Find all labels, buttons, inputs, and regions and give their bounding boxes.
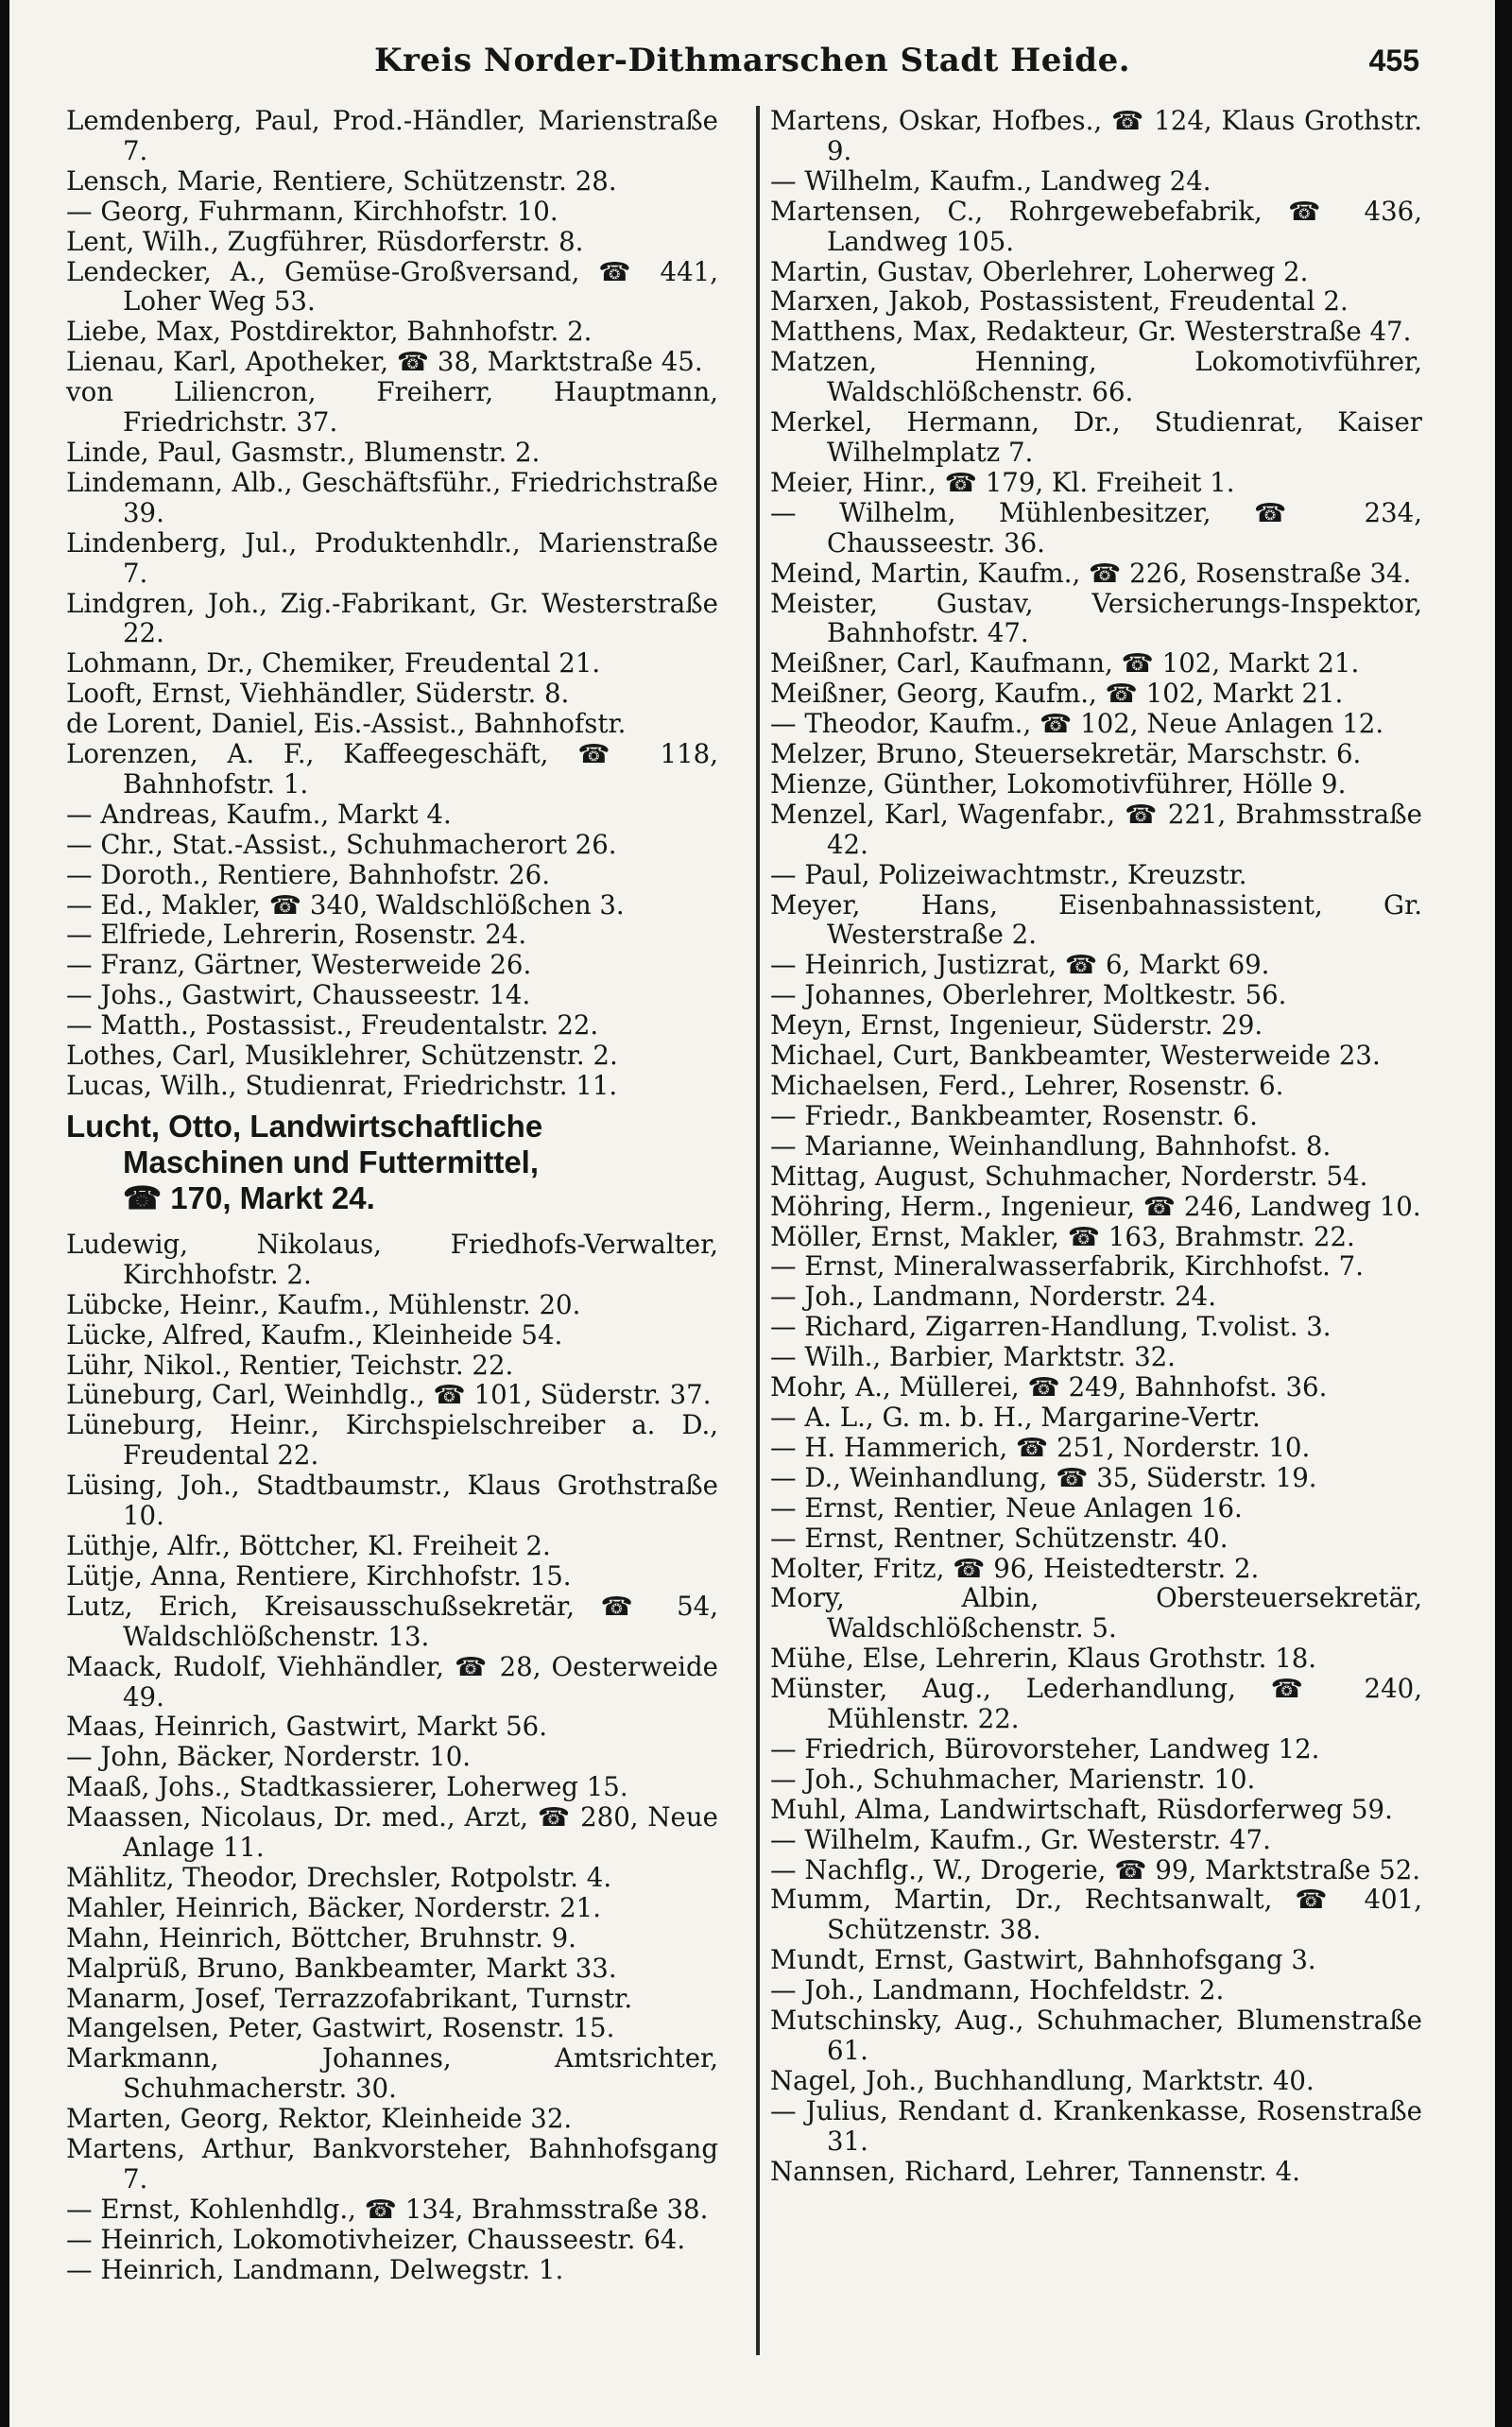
directory-entry: Lienau, Karl, Apotheker, ☎ 38, Marktstraße 45.: [66, 346, 703, 378]
directory-entry: Mittag, August, Schuhmacher, Norderstr. 54.: [770, 1160, 1368, 1192]
directory-entry: Matthens, Max, Redakteur, Gr. Westerstraße 47.: [770, 316, 1412, 348]
directory-entry: Nannsen, Richard, Lehrer, Tannenstr. 4.: [770, 2155, 1300, 2187]
directory-entry: — Doroth., Rentiere, Bahnhofstr. 26.: [66, 858, 550, 890]
directory-entry: — Matth., Postassist., Freudentalstr. 22.: [66, 1009, 599, 1041]
page-number: 455: [1368, 43, 1419, 77]
directory-entry: Lucas, Wilh., Studienrat, Friedrichstr. 11.: [66, 1070, 618, 1101]
directory-entry: — John, Bäcker, Norderstr. 10.: [66, 1741, 472, 1773]
advertisement-line: Lucht, Otto, Landwirtschaftliche: [66, 1108, 543, 1144]
directory-entry: — Georg, Fuhrmann, Kirchhofstr. 10.: [66, 195, 558, 227]
directory-entry: Muhl, Alma, Landwirtschaft, Rüsdorferweg 59.: [770, 1793, 1393, 1825]
left-entries-bottom: [66, 1230, 718, 2285]
directory-entry: — Marianne, Weinhandlung, Bahnhofst. 8.: [770, 1129, 1332, 1162]
directory-entry: Nagel, Joh., Buchhandlung, Marktstr. 40.: [770, 2064, 1314, 2096]
directory-entry: Mundt, Ernst, Gastwirt, Bahnhofsgang 3.: [770, 1944, 1316, 1976]
page-header: [9, 42, 1495, 93]
directory-entry: Lütje, Anna, Rentiere, Kirchhofstr. 15.: [66, 1559, 572, 1592]
directory-entry: Maack, Rudolf, Viehhändler, ☎ 28, Oesterweide 49.: [66, 1650, 718, 1713]
directory-entry: Merkel, Hermann, Dr., Studienrat, Kaiser Wilhelmplatz 7.: [770, 406, 1422, 468]
directory-entry: Meißner, Georg, Kaufm., ☎ 102, Markt 21.: [770, 678, 1344, 710]
directory-entry: Mumm, Martin, Dr., Rechtsanwalt, ☎ 401, Schützenstr. 38.: [770, 1884, 1422, 1946]
directory-entry: Maas, Heinrich, Gastwirt, Markt 56.: [66, 1711, 548, 1743]
directory-entry: — Richard, Zigarren-Handlung, T.volist. 3.: [770, 1311, 1332, 1343]
directory-entry: — Ernst, Mineralwasserfabrik, Kirchhofst. 7.: [770, 1250, 1365, 1282]
directory-entry: Liebe, Max, Postdirektor, Bahnhofstr. 2.: [66, 316, 593, 348]
directory-entry: Lüneburg, Heinr., Kirchspielschreiber a. D., Freudental 22.: [66, 1409, 718, 1472]
directory-entry: — Friedrich, Bürovorsteher, Landweg 12.: [770, 1732, 1320, 1764]
directory-entry: Marten, Georg, Rektor, Kleinheide 32.: [66, 2103, 573, 2135]
directory-entry: — Ed., Makler, ☎ 340, Waldschlößchen 3.: [66, 888, 625, 921]
directory-entry: — Franz, Gärtner, Westerweide 26.: [66, 949, 532, 981]
directory-entry: Mühe, Else, Lehrerin, Klaus Grothstr. 18.: [770, 1643, 1317, 1675]
directory-entry: Markmann, Johannes, Amtsrichter, Schuhmacherstr. 30.: [66, 2042, 718, 2105]
directory-entry: — Wilhelm, Mühlenbesitzer, ☎ 234, Chausseestr. 36.: [770, 496, 1422, 559]
directory-entry: Martensen, C., Rohrgewebefabrik, ☎ 436, Landweg 105.: [770, 195, 1422, 257]
directory-entry: — Wilh., Barbier, Marktstr. 32.: [770, 1341, 1176, 1373]
directory-entry: Maaß, Johs., Stadtkassierer, Loherweg 15.: [66, 1771, 628, 1803]
directory-entry: Mohr, A., Müllerei, ☎ 249, Bahnhofst. 36.: [770, 1371, 1328, 1403]
directory-entry: Meißner, Carl, Kaufmann, ☎ 102, Markt 21.: [770, 647, 1360, 680]
directory-entry: Michaelsen, Ferd., Lehrer, Rosenstr. 6.: [770, 1070, 1284, 1101]
directory-entry: Malprüß, Bruno, Bankbeamter, Markt 33.: [66, 1952, 617, 1984]
directory-entry: Lühr, Nikol., Rentier, Teichstr. 22.: [66, 1349, 514, 1381]
directory-entry: Münster, Aug., Lederhandlung, ☎ 240, Mühlenstr. 22.: [770, 1673, 1422, 1735]
directory-entry: — Heinrich, Landmann, Delwegstr. 1.: [66, 2253, 564, 2285]
directory-entry: Lübcke, Heinr., Kaufm., Mühlenstr. 20.: [66, 1288, 581, 1320]
directory-entry: Melzer, Bruno, Steuersekretär, Marschstr. 6.: [770, 738, 1362, 770]
directory-entry: — Heinrich, Lokomotivheizer, Chausseestr. 64.: [66, 2223, 686, 2255]
directory-entry: Lindenberg, Jul., Produktenhdlr., Marienstraße 7.: [66, 526, 718, 589]
directory-entry: de Lorent, Daniel, Eis.-Assist., Bahnhofstr.: [66, 708, 627, 740]
directory-entry: — Johs., Gastwirt, Chausseestr. 14.: [66, 979, 531, 1011]
advertisement-line: Maschinen und Futtermittel,: [123, 1144, 540, 1179]
directory-entry: Looft, Ernst, Viehhändler, Süderstr. 8.: [66, 678, 570, 710]
directory-entry: Marxen, Jakob, Postassistent, Freudental 2.: [770, 285, 1349, 318]
directory-entry: — Nachflg., W., Drogerie, ☎ 99, Marktstraße 52.: [770, 1853, 1421, 1885]
directory-entry: — D., Weinhandlung, ☎ 35, Süderstr. 19.: [770, 1461, 1317, 1493]
directory-entry: Lindemann, Alb., Geschäftsführ., Friedrichstraße 39.: [66, 466, 718, 528]
right-column: [770, 106, 1422, 2187]
right-entries: [770, 106, 1422, 2187]
running-title: Kreis Norder-Dithmarschen Stadt Heide.: [373, 42, 1131, 79]
directory-entry: — Ernst, Kohlenhdlg., ☎ 134, Brahmsstraße 38.: [66, 2193, 709, 2225]
directory-entry: Mangelsen, Peter, Gastwirt, Rosenstr. 15.: [66, 2012, 615, 2044]
directory-entry: — Johannes, Oberlehrer, Moltkestr. 56.: [770, 979, 1287, 1011]
directory-entry: Lüthje, Alfr., Böttcher, Kl. Freiheit 2.: [66, 1529, 551, 1561]
directory-entry: Lüsing, Joh., Stadtbaumstr., Klaus Grothstraße 10.: [66, 1470, 718, 1532]
directory-entry: — Heinrich, Justizrat, ☎ 6, Markt 69.: [770, 949, 1270, 981]
directory-entry: Maassen, Nicolaus, Dr. med., Arzt, ☎ 280, Neue Anlage 11.: [66, 1801, 718, 1864]
directory-entry: — Chr., Stat.-Assist., Schuhmacherort 26.: [66, 828, 617, 860]
directory-entry: Manarm, Josef, Terrazzofabrikant, Turnstr.: [66, 1982, 633, 2014]
directory-entry: Mory, Albin, Obersteuersekretär, Waldschlößchenstr. 5.: [770, 1582, 1422, 1644]
directory-entry: Michael, Curt, Bankbeamter, Westerweide 23.: [770, 1040, 1381, 1072]
directory-entry: — Andreas, Kaufm., Markt 4.: [66, 798, 452, 830]
directory-entry: — Elfriede, Lehrerin, Rosenstr. 24.: [66, 919, 527, 951]
directory-entry: Molter, Fritz, ☎ 96, Heistedterstr. 2.: [770, 1552, 1260, 1584]
directory-page: [9, 0, 1495, 2427]
directory-entry: Lüneburg, Carl, Weinhdlg., ☎ 101, Süderstr. 37.: [66, 1379, 712, 1411]
directory-entry: — Wilhelm, Kaufm., Gr. Westerstr. 47.: [770, 1823, 1271, 1855]
directory-entry: Matzen, Henning, Lokomotivführer, Waldschlößchenstr. 66.: [770, 346, 1422, 408]
directory-entry: Mählitz, Theodor, Drechsler, Rotpolstr. 4.: [66, 1861, 612, 1893]
directory-entry: — Ernst, Rentier, Neue Anlagen 16.: [770, 1491, 1243, 1523]
directory-entry: Mahler, Heinrich, Bäcker, Norderstr. 21.: [66, 1891, 602, 1923]
directory-entry: Lorenzen, A. F., Kaffeegeschäft, ☎ 118, Bahnhofstr. 1.: [66, 738, 718, 800]
directory-entry: Martens, Arthur, Bankvorsteher, Bahnhofsgang 7.: [66, 2133, 718, 2195]
directory-entry: Lothes, Carl, Musiklehrer, Schützenstr. 2.: [66, 1040, 618, 1072]
directory-entry: Lendecker, A., Gemüse-Großversand, ☎ 441, Loher Weg 53.: [66, 255, 718, 318]
directory-entry: — Joh., Landmann, Hochfeldstr. 2.: [770, 1974, 1225, 2006]
directory-entry: — A. L., G. m. b. H., Margarine-Vertr.: [770, 1401, 1261, 1433]
advertisement-line: ☎ 170, Markt 24.: [123, 1179, 375, 1215]
directory-entry: Mienze, Günther, Lokomotivführer, Hölle 9.: [770, 767, 1347, 800]
directory-entry: — Ernst, Rentner, Schützenstr. 40.: [770, 1522, 1228, 1554]
directory-entry: Meind, Martin, Kaufm., ☎ 226, Rosenstraße 34.: [770, 557, 1412, 589]
directory-entry: — Wilhelm, Kaufm., Landweg 24.: [770, 164, 1211, 197]
directory-entry: Martens, Oskar, Hofbes., ☎ 124, Klaus Grothstr. 9.: [770, 105, 1422, 166]
directory-entry: — Julius, Rendant d. Krankenkasse, Rosenstraße 31.: [770, 2094, 1422, 2157]
directory-entry: Ludewig, Nikolaus, Friedhofs-Verwalter, Kirchhofstr. 2.: [66, 1228, 718, 1290]
directory-entry: Meyn, Ernst, Ingenieur, Süderstr. 29.: [770, 1009, 1263, 1041]
directory-entry: — Joh., Landmann, Norderstr. 24.: [770, 1281, 1217, 1313]
directory-entry: Lutz, Erich, Kreisausschußsekretär, ☎ 54, Waldschlößchenstr. 13.: [66, 1590, 718, 1652]
directory-entry: — Paul, Polizeiwachtmstr., Kreuzstr.: [770, 858, 1247, 890]
advertisement-lucht: [66, 1109, 718, 1216]
directory-entry: Linde, Paul, Gasmstr., Blumenstr. 2.: [66, 436, 541, 468]
directory-entry: — Joh., Schuhmacher, Marienstr. 10.: [770, 1763, 1256, 1795]
column-divider: [756, 106, 760, 2355]
directory-entry: Lemdenberg, Paul, Prod.-Händler, Marienstraße 7.: [66, 105, 718, 166]
directory-entry: Meyer, Hans, Eisenbahnassistent, Gr. Westerstraße 2.: [770, 888, 1422, 951]
directory-entry: von Liliencron, Freiherr, Hauptmann, Friedrichstr. 37.: [66, 376, 718, 439]
directory-entry: Meister, Gustav, Versicherungs-Inspektor, Bahnhofstr. 47.: [770, 587, 1422, 649]
left-column: [66, 106, 718, 2285]
directory-entry: Martin, Gustav, Oberlehrer, Loherweg 2.: [770, 255, 1309, 287]
directory-entry: Möhring, Herm., Ingenieur, ☎ 246, Landweg 10.: [770, 1190, 1421, 1222]
left-entries-top: [66, 106, 718, 1101]
directory-entry: — H. Hammerich, ☎ 251, Norderstr. 10.: [770, 1431, 1311, 1463]
directory-entry: Lohmann, Dr., Chemiker, Freudental 21.: [66, 647, 601, 680]
directory-entry: Meier, Hinr., ☎ 179, Kl. Freiheit 1.: [770, 466, 1235, 498]
directory-entry: Mahn, Heinrich, Böttcher, Bruhnstr. 9.: [66, 1921, 576, 1954]
directory-entry: Mutschinsky, Aug., Schuhmacher, Blumenstraße 61.: [770, 2005, 1422, 2066]
directory-entry: Lücke, Alfred, Kaufm., Kleinheide 54.: [66, 1318, 563, 1351]
directory-entry: — Theodor, Kaufm., ☎ 102, Neue Anlagen 12.: [770, 708, 1384, 740]
directory-entry: Menzel, Karl, Wagenfabr., ☎ 221, Brahmsstraße 42.: [770, 798, 1422, 860]
directory-entry: Lent, Wilh., Zugführer, Rüsdorferstr. 8.: [66, 225, 584, 257]
directory-entry: Möller, Ernst, Makler, ☎ 163, Brahmstr. 22.: [770, 1220, 1355, 1252]
directory-entry: Lensch, Marie, Rentiere, Schützenstr. 28.: [66, 164, 617, 197]
directory-entry: — Friedr., Bankbeamter, Rosenstr. 6.: [770, 1099, 1258, 1131]
directory-entry: Lindgren, Joh., Zig.-Fabrikant, Gr. Westerstraße 22.: [66, 587, 718, 649]
